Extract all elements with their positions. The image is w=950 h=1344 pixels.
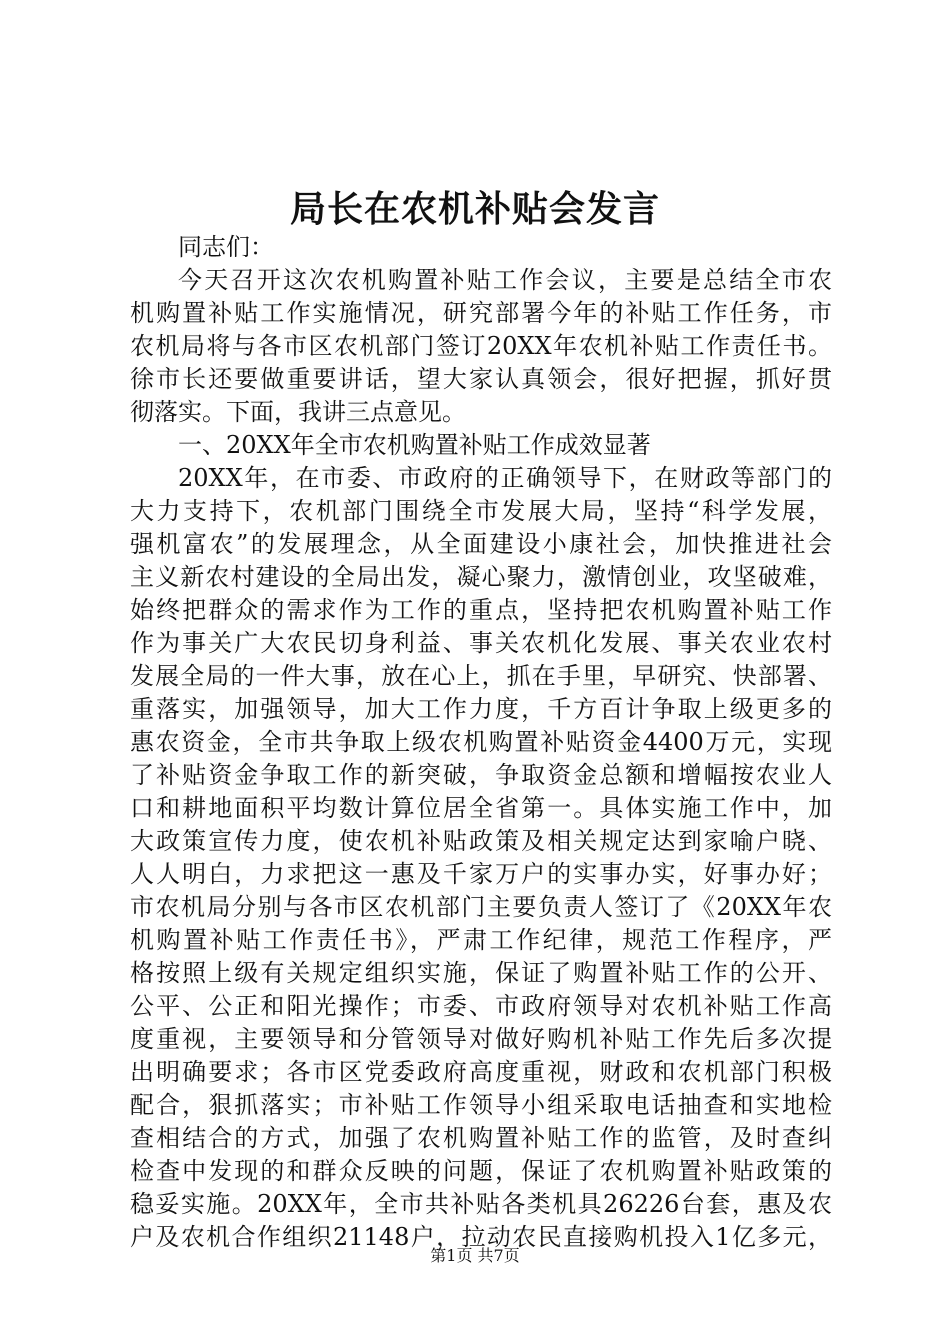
paragraph-line: 机购置补贴工作实施情况，研究部署今年的补贴工作任务，市 [130, 299, 832, 327]
paragraph-line: 彻落实。下面，我讲三点意见。 [130, 398, 466, 426]
paragraph-line: 大力支持下，农机部门围绕全市发展大局，坚持“科学发展， [130, 497, 832, 525]
paragraph-line: 始终把群众的需求作为工作的重点，坚持把农机购置补贴工作 [130, 596, 832, 624]
paragraph-line: 主义新农村建设的全局出发，凝心聚力，激情创业，攻坚破难， [130, 563, 832, 591]
salutation-line: 同志们： [178, 233, 274, 261]
paragraph-line: 强机富农”的发展理念，从全面建设小康社会，加快推进社会 [130, 530, 832, 558]
paragraph-line: 人人明白，力求把这一惠及千家万户的实事办实，好事办好； [130, 860, 832, 888]
paragraph-line: 重落实，加强领导，加大工作力度，千方百计争取上级更多的 [130, 695, 832, 723]
paragraph-line: 出明确要求；各市区党委政府高度重视，财政和农机部门积极 [130, 1058, 832, 1086]
paragraph-line: 户及农机合作组织21148户，拉动农民直接购机投入1亿多元， [130, 1223, 832, 1251]
paragraph-line: 格按照上级有关规定组织实施，保证了购置补贴工作的公开、 [130, 959, 832, 987]
paragraph-line: 查相结合的方式，加强了农机购置补贴工作的监管，及时查纠 [130, 1124, 832, 1152]
page-title: 局长在农机补贴会发言 [289, 188, 660, 230]
document-body [130, 231, 832, 1254]
paragraph-line: 稳妥实施。20XX年，全市共补贴各类机具26226台套，惠及农 [130, 1190, 832, 1218]
section-heading: 一、20XX年全市农机购置补贴工作成效显著 [178, 431, 651, 459]
paragraph-line: 度重视，主要领导和分管领导对做好购机补贴工作先后多次提 [130, 1025, 832, 1053]
paragraph-line: 大政策宣传力度，使农机补贴政策及相关规定达到家喻户晓、 [130, 827, 832, 855]
paragraph-line: 公平、公正和阳光操作；市委、市政府领导对农机补贴工作高 [130, 992, 832, 1020]
paragraph-line: 作为事关广大农民切身利益、事关农机化发展、事关农业农村 [130, 629, 832, 657]
paragraph-line: 了补贴资金争取工作的新突破，争取资金总额和增幅按农业人 [130, 761, 832, 789]
paragraph-line: 配合，狠抓落实；市补贴工作领导小组采取电话抽查和实地检 [130, 1091, 832, 1119]
paragraph-line: 徐市长还要做重要讲话，望大家认真领会，很好把握，抓好贯 [130, 365, 832, 393]
paragraph-line: 惠农资金，全市共争取上级农机购置补贴资金4400万元，实现 [130, 728, 832, 756]
paragraph-line: 发展全局的一件大事，放在心上，抓在手里，早研究、快部署、 [130, 662, 832, 690]
paragraph-line: 农机局将与各市区农机部门签订20XX年农机补贴工作责任书。 [130, 332, 832, 360]
paragraph-line: 口和耕地面积平均数计算位居全省第一。具体实施工作中，加 [130, 794, 832, 822]
paragraph-line: 市农机局分别与各市区农机部门主要负责人签订了《20XX年农 [130, 893, 832, 921]
paragraph-line: 检查中发现的和群众反映的问题，保证了农机购置补贴政策的 [130, 1157, 832, 1185]
paragraph-line: 今天召开这次农机购置补贴工作会议，主要是总结全市农 [178, 266, 832, 294]
page-footer: 第1页 共7页 [430, 1246, 520, 1265]
paragraph-line: 机购置补贴工作责任书》，严肃工作纪律，规范工作程序，严 [130, 926, 832, 954]
paragraph-line: 20XX年，在市委、市政府的正确领导下，在财政等部门的 [178, 464, 832, 492]
